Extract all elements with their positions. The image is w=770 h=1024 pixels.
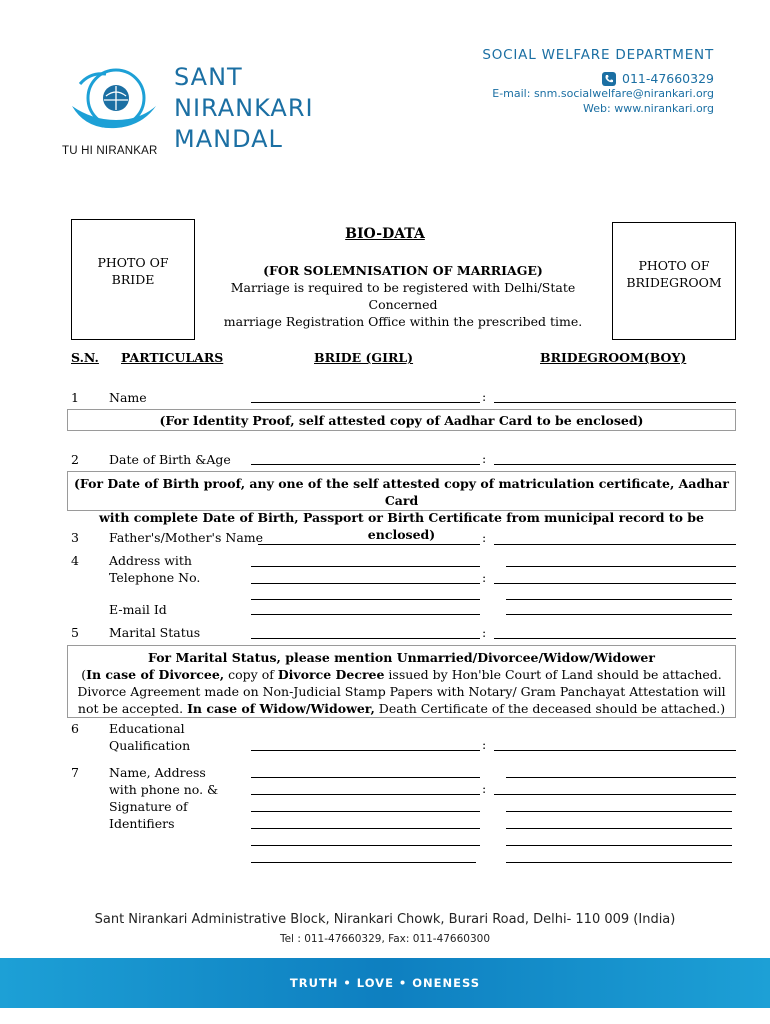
groom-identifiers-field[interactable] bbox=[506, 777, 736, 778]
row-number: 7 bbox=[71, 765, 79, 780]
department-title: SOCIAL WELFARE DEPARTMENT bbox=[482, 47, 714, 63]
label-name: Name bbox=[109, 390, 147, 405]
department-contact bbox=[482, 47, 714, 116]
footer-address: Sant Nirankari Administrative Block, Nirankari Chowk, Burari Road, Delhi- 110 009 (India) bbox=[94, 912, 676, 927]
row-number: 6 bbox=[71, 721, 79, 736]
photo-box-bridegroom: PHOTO OF BRIDEGROOM bbox=[612, 222, 736, 340]
form-subtitle: (FOR SOLEMNISATION OF MARRIAGE) Marriage is required to be registered with Delhi/State Concerned marriage Registration Office within the prescribed time. bbox=[223, 263, 583, 329]
bride-address-field[interactable] bbox=[251, 566, 480, 567]
groom-identifiers-field[interactable] bbox=[506, 828, 732, 829]
col-sn: S.N. bbox=[71, 350, 99, 365]
label-email: E-mail Id bbox=[109, 602, 167, 617]
bride-identifiers-field[interactable] bbox=[251, 777, 480, 778]
mandal-logo bbox=[66, 66, 162, 138]
groom-identifiers-field[interactable] bbox=[506, 811, 732, 812]
label-parents: Father's/Mother's Name bbox=[109, 530, 264, 545]
bride-marital-field[interactable] bbox=[251, 638, 480, 639]
bride-education-field[interactable] bbox=[251, 750, 480, 751]
bride-name-field[interactable] bbox=[251, 402, 480, 403]
row-number: 3 bbox=[71, 530, 79, 545]
bride-identifiers-field[interactable] bbox=[251, 811, 480, 812]
phone-icon bbox=[602, 72, 616, 86]
groom-parents-field[interactable] bbox=[494, 544, 736, 545]
label-identifiers: Name, Address with phone no. & Signature of Identifiers bbox=[109, 765, 219, 831]
groom-dob-field[interactable] bbox=[494, 464, 736, 465]
department-email: E-mail: snm.socialwelfare@nirankari.org bbox=[492, 87, 714, 100]
bride-parents-field[interactable] bbox=[258, 544, 480, 545]
department-phone: 011-47660329 bbox=[622, 71, 714, 86]
bride-email-field[interactable] bbox=[251, 614, 480, 615]
tagline: TU HI NIRANKAR bbox=[62, 145, 158, 157]
marital-note: For Marital Status, please mention Unmarried/Divorcee/Widow/Widower (In case of Divorcee, copy of Divorce Decree issued by Hon'ble Court of Land should be attached. Divorce Agreement made on Non-Judicial Stamp Papers with Notary/ Gram Panchayat Attestation will not be accepted. In case of Widow/Widower, Death Certificate of the deceased should be attached.) bbox=[67, 645, 736, 718]
row-number: 2 bbox=[71, 452, 79, 467]
form-title: BIO-DATA bbox=[345, 226, 425, 242]
groom-education-field[interactable] bbox=[494, 750, 736, 751]
groom-address-field[interactable] bbox=[506, 599, 732, 600]
groom-identifiers-field[interactable] bbox=[506, 845, 732, 846]
col-bridegroom: BRIDEGROOM(BOY) bbox=[540, 350, 687, 365]
groom-name-field[interactable] bbox=[494, 402, 736, 403]
bride-identifiers-field[interactable] bbox=[251, 862, 476, 863]
identity-note: (For Identity Proof, self attested copy of Aadhar Card to be enclosed) bbox=[67, 409, 736, 431]
groom-address-field[interactable] bbox=[494, 583, 736, 584]
label-dob: Date of Birth &Age bbox=[109, 452, 231, 467]
bride-dob-field[interactable] bbox=[251, 464, 480, 465]
row-number: 4 bbox=[71, 553, 79, 568]
bride-identifiers-field[interactable] bbox=[251, 794, 480, 795]
groom-email-field[interactable] bbox=[506, 614, 732, 615]
col-particulars: PARTICULARS bbox=[121, 350, 224, 365]
row-number: 1 bbox=[71, 390, 79, 405]
groom-marital-field[interactable] bbox=[494, 638, 736, 639]
groom-identifiers-field[interactable] bbox=[506, 862, 732, 863]
bride-identifiers-field[interactable] bbox=[251, 828, 480, 829]
groom-identifiers-field[interactable] bbox=[494, 794, 736, 795]
label-education: Educational Qualification bbox=[109, 721, 191, 753]
bride-address-field[interactable] bbox=[251, 583, 480, 584]
label-address: Address with Telephone No. bbox=[109, 553, 201, 585]
groom-address-field[interactable] bbox=[506, 566, 736, 567]
col-bride: BRIDE (GIRL) bbox=[314, 350, 414, 365]
photo-box-bride: PHOTO OF BRIDE bbox=[71, 219, 195, 340]
dob-note: (For Date of Birth proof, any one of the self attested copy of matriculation certificate, Aadhar Card with complete Date of Birth, Passport or Birth Certificate from municipal record to be enclosed) bbox=[67, 471, 736, 511]
department-web: Web: www.nirankari.org bbox=[583, 102, 714, 115]
bride-address-field[interactable] bbox=[251, 599, 480, 600]
label-marital-status: Marital Status bbox=[109, 625, 201, 640]
footer-tel: Tel : 011-47660329, Fax: 011-47660300 bbox=[279, 933, 491, 945]
bride-identifiers-field[interactable] bbox=[251, 845, 480, 846]
org-name: SANT NIRANKARI MANDAL bbox=[174, 63, 314, 153]
footer-motto: TRUTH • LOVE • ONENESS bbox=[289, 976, 481, 990]
row-number: 5 bbox=[71, 625, 79, 640]
